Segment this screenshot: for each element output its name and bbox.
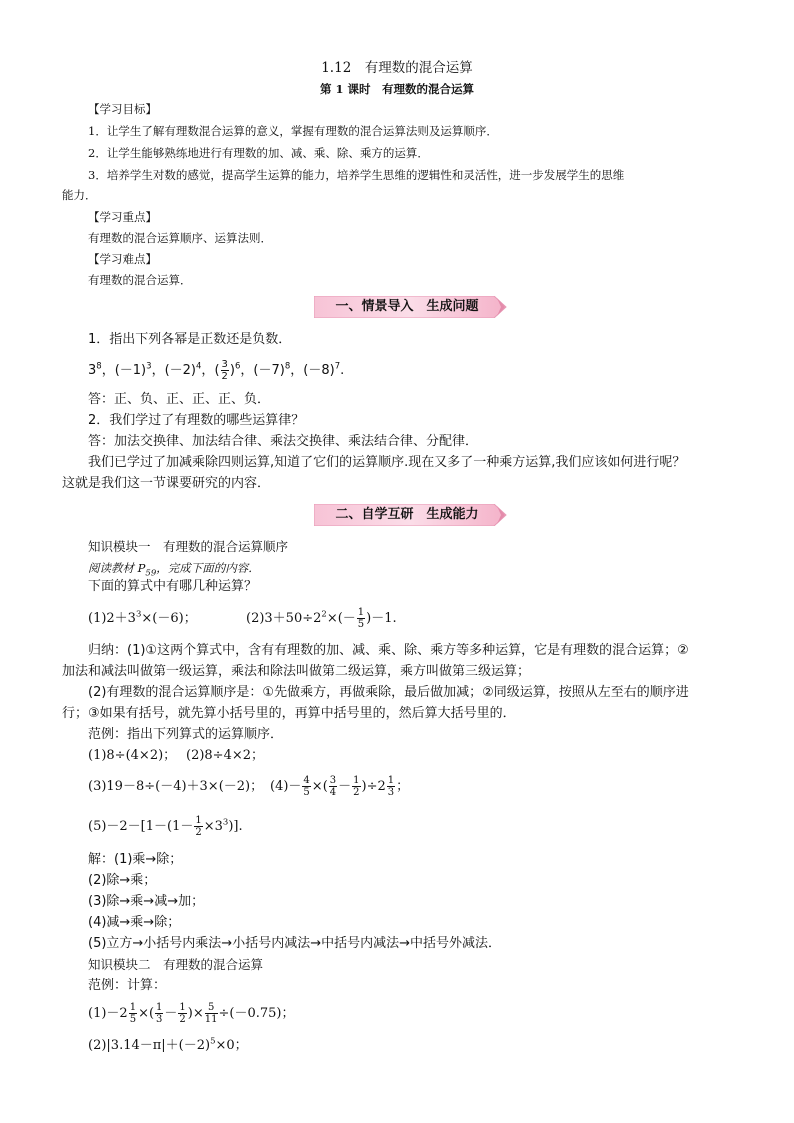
question-2: 2．我们学过了有理数的哪些运算律？ xyxy=(88,413,305,428)
objectives-header: 【学习目标】 xyxy=(88,102,157,116)
objective-item-3: 3．培养学生对数的感觉，提高学生运算的能力，培养学生思维的逻辑性和灵活性，进一步发展学生的思维 xyxy=(88,168,625,182)
objective-item-1: 1．让学生了解有理数混合运算的意义，掌握有理数的混合运算法则及运算顺序． xyxy=(88,124,498,138)
key-points-text: 有理数的混合运算顺序、运算法则． xyxy=(88,231,272,245)
section-banner-1-label: 一、情景导入 生成问题 xyxy=(335,299,479,314)
module-2-title: 知识模块二 有理数的混合运算 xyxy=(88,957,264,972)
calc-1: (1)－2 $\frac{1}{5}$ ×( $\frac{1}{3}$ － $\frac{1}{2}$ )× $\frac{5}{11}$ ÷(－0.75)； xyxy=(88,1002,295,1025)
operations-question: 下面的算式中有哪几种运算？ xyxy=(88,579,258,594)
summary-line-1: 归纳：(1)①这两个算式中，含有有理数的加、减、乘、除、乘方等多种运算，它是有理数的混合运算；② xyxy=(88,643,689,658)
example-5: (5)－2－[1－(1－ $\frac{1}{2}$ $\times 3^3$)]. xyxy=(88,815,243,838)
difficulty-text: 有理数的混合运算． xyxy=(88,273,192,287)
solution-2: (2)除→乘； xyxy=(88,873,157,888)
answer-1: 答：正、负、正、正、正、负． xyxy=(88,392,271,407)
section-banner-2 xyxy=(314,504,508,526)
section-banner-1 xyxy=(314,296,508,318)
example-1: (1)8÷(4×2)； xyxy=(88,748,177,763)
example-2-prompt: 范例：计算： xyxy=(88,978,167,993)
page-subtitle: 第 1 课时 有理数的混合运算 xyxy=(319,82,474,96)
solution-4: (4)减→乘→除； xyxy=(88,915,181,930)
difficulty-header: 【学习难点】 xyxy=(88,252,157,266)
summary-line-3: (2)有理数的混合运算顺序是：①先做乘方，再做乘除，最后做加减；②同级运算，按照从左至右的顺序进 xyxy=(88,685,689,700)
reading-instruction: 阅读教材 $P_{59}$，完成下面的内容． xyxy=(88,561,260,579)
expression-2: $(2)3+50\div 2^2\times(-$ $\frac{1}{5}$ )－1. xyxy=(246,607,397,630)
solution-3: (3)除→乘→减→加； xyxy=(88,894,205,909)
summary-line-4: 行；③如果有括号，就先算小括号里的，再算中括号里的，然后算大括号里的． xyxy=(62,706,516,721)
solution-1: 解：(1)乘→除； xyxy=(88,852,183,867)
page-title: 1.12 有理数的混合运算 xyxy=(321,60,473,76)
powers-list: $3^8$，$(-1)^3$，$(-2)^4$，( $\frac{3}{2}$ )$^6$，$(-7)^8$，$(-8)^7$. xyxy=(88,359,345,382)
expression-1: $(1)2+3^3\times(-6)$； xyxy=(88,609,197,626)
intro-paragraph: 我们已学过了加减乘除四则运算,知道了它们的运算顺序.现在又多了一种乘方运算,我们应该如何进行呢？ xyxy=(88,455,686,470)
intro-paragraph-cont: 这就是我们这一节课要研究的内容． xyxy=(62,476,271,491)
example-3: (3)19－8÷(－4)＋3×(－2)； xyxy=(88,779,264,794)
answer-2: 答：加法交换律、加法结合律、乘法交换律、乘法结合律、分配律． xyxy=(88,434,479,449)
key-points-header: 【学习重点】 xyxy=(88,210,157,224)
example-2: (2)8÷4×2； xyxy=(186,748,265,763)
summary-line-2: 加法和减法叫做第一级运算，乘法和除法叫做第二级运算，乘方叫做第三级运算； xyxy=(62,664,531,679)
objective-item-3-cont: 能力． xyxy=(62,188,97,202)
calc-2: $(2)|3.14-\pi|+(-2)^5\times 0$； xyxy=(88,1036,248,1053)
question-1: 1．指出下列各幂是正数还是负数． xyxy=(88,332,292,347)
objective-item-2: 2．让学生能够熟练地进行有理数的加、减、乘、除、乘方的运算． xyxy=(88,146,429,160)
fraction-3-2: $\frac{3}{2}$ xyxy=(221,359,228,382)
solution-5: (5)立方→小括号内乘法→小括号内减法→中括号内减法→中括号外减法． xyxy=(88,936,501,951)
example-prompt: 范例：指出下列算式的运算顺序． xyxy=(88,727,284,742)
example-4: (4)－ $\frac{4}{5}$ ×( $\frac{3}{4}$ － $\frac{1}{2}$ )÷2 $\frac{1}{3}$ ； xyxy=(270,775,410,798)
section-banner-2-label: 二、自学互研 生成能力 xyxy=(335,507,479,522)
module-1-title: 知识模块一 有理数的混合运算顺序 xyxy=(88,539,289,554)
